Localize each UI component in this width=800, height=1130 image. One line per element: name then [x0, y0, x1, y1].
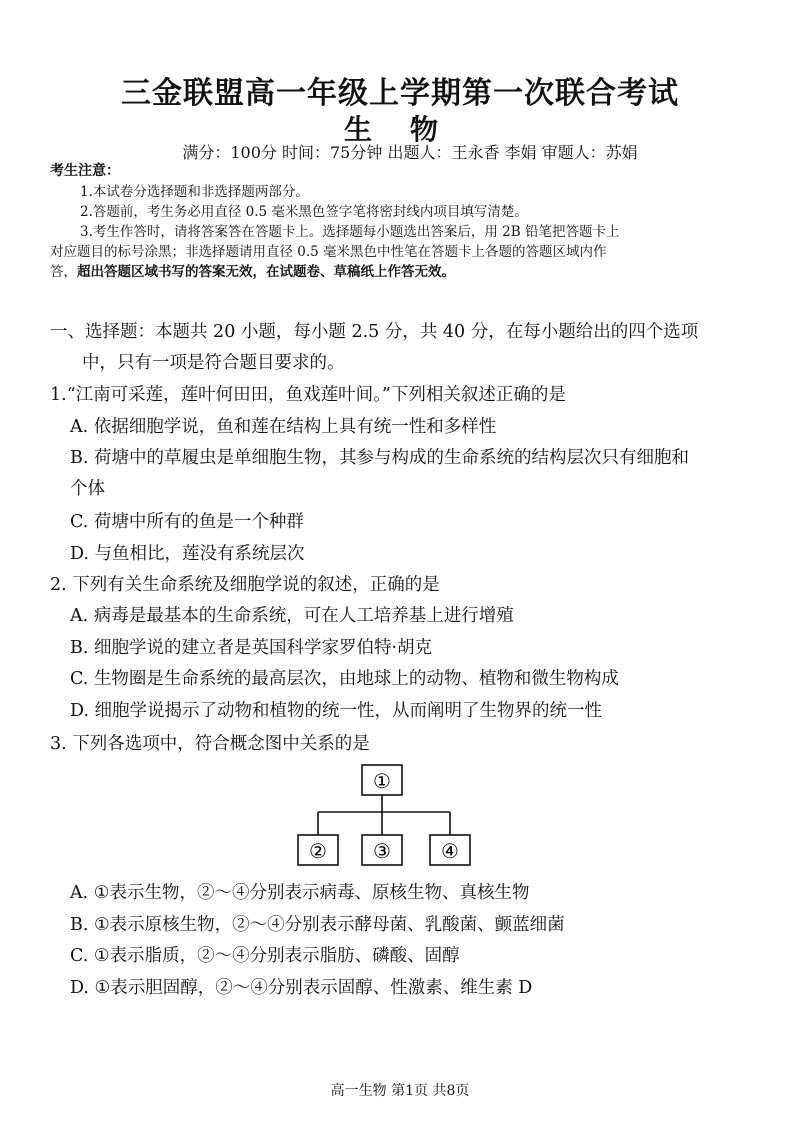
q3-option-b: B. ①表示原核生物，②～④分别表示酵母菌、乳酸菌、颤蓝细菌	[70, 915, 565, 935]
subject-title: 生物	[343, 113, 476, 146]
section-heading-cont: 中，只有一项是符合题目要求的。	[82, 353, 345, 373]
page-footer: 高一生物 第1页 共8页	[330, 1083, 470, 1099]
q3-stem: 3. 下列各选项中，符合概念图中关系的是	[50, 734, 370, 754]
q3-option-d: D. ①表示胆固醇，②～④分别表示固醇、性激素、维生素 D	[70, 978, 533, 998]
q2-option-d: D. 细胞学说揭示了动物和植物的统一性，从而阐明了生物界的统一性	[70, 701, 603, 721]
notice-item-1: 1.本试卷分选择题和非选择题两部分。	[80, 184, 309, 200]
q1-stem: 1.“江南可采莲，莲叶何田田，鱼戏莲叶间。”下列相关叙述正确的是	[50, 385, 566, 405]
notice-item-3-line-2: 对应题目的标号涂黑；非选择题请用直径 0.5 毫米黑色中性笔在答题卡上各题的答题区域内作	[50, 244, 607, 260]
q1-option-b: B. 荷塘中的草履虫是单细胞生物，其参与构成的生命系统的结构层次只有细胞和	[70, 448, 689, 468]
q2-stem: 2. 下列有关生命系统及细胞学说的叙述，正确的是	[50, 575, 440, 595]
exam-meta: 满分：100分 时间：75分钟 出题人：王永香 李娟 审题人：苏娟	[182, 143, 638, 162]
q2-option-a: A. 病毒是最基本的生命系统，可在人工培养基上进行增殖	[70, 606, 514, 626]
q1-option-c: C. 荷塘中所有的鱼是一个种群	[70, 512, 304, 532]
diagram-label-2: ②	[309, 839, 327, 863]
notice-item-3-text: 答，	[50, 264, 77, 280]
concept-diagram	[290, 760, 480, 870]
q1-option-b-cont: 个体	[70, 479, 105, 499]
diagram-label-4: ④	[441, 839, 459, 863]
exam-title: 三金联盟高一年级上学期第一次联合考试	[121, 76, 679, 111]
notice-item-3-line-1: 3.考生作答时，请将答案答在答题卡上。选择题每小题选出答案后，用 2B 铅笔把答题卡上	[80, 224, 620, 240]
q2-option-c: C. 生物圈是生命系统的最高层次，由地球上的动物、植物和微生物构成	[70, 669, 619, 689]
section-heading: 一、选择题：本题共 20 小题，每小题 2.5 分，共 40 分，在每小题给出的四个选项	[50, 322, 699, 342]
q3-option-c: C. ①表示脂质，②～④分别表示脂肪、磷酸、固醇	[70, 946, 460, 966]
q1-option-a: A. 依据细胞学说，鱼和莲在结构上具有统一性和多样性	[70, 417, 497, 437]
q2-option-b: B. 细胞学说的建立者是英国科学家罗伯特·胡克	[70, 638, 433, 658]
notice-warning: 超出答题区域书写的答案无效，在试题卷、草稿纸上作答无效。	[77, 264, 455, 280]
diagram-label-3: ③	[373, 839, 391, 863]
notice-heading: 考生注意：	[50, 163, 120, 179]
notice-item-3-line-3	[50, 260, 455, 280]
q3-option-a: A. ①表示生物，②～④分别表示病毒、原核生物、真核生物	[70, 883, 530, 903]
notice-item-2: 2.答题前，考生务必用直径 0.5 毫米黑色签字笔将密封线内项目填写清楚。	[80, 204, 528, 220]
diagram-label-1: ①	[373, 769, 391, 793]
q1-option-d: D. 与鱼相比，莲没有系统层次	[70, 544, 305, 564]
